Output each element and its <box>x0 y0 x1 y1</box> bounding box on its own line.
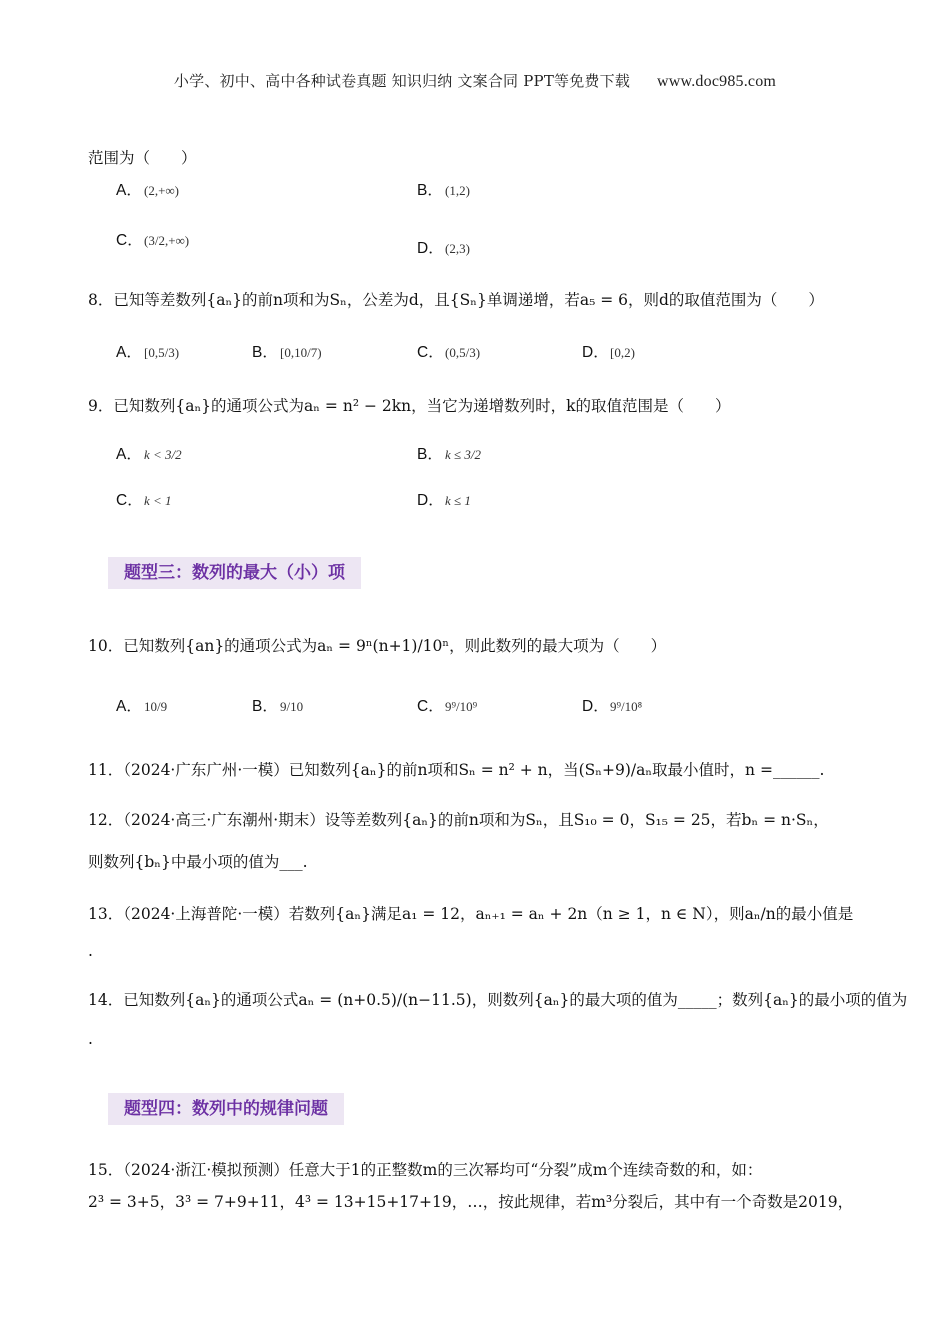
q7-option-c-value: (3/2,+∞) <box>144 233 190 248</box>
q10-option-d: D．9⁹/10⁸ <box>582 698 643 715</box>
q8-option-b: B． [0,10/7) <box>252 344 322 361</box>
page-header <box>0 70 950 91</box>
q10-option-b: B． 9/10 <box>252 698 304 715</box>
q9-stem: 9．已知数列{aₙ}的通项公式为aₙ = n² − 2kn，当它为递增数列时，k的取值范围是（ ） <box>88 397 731 415</box>
q14-text: 已知数列{aₙ}的通项公式aₙ = (n+0.5)/(n−11.5)，则数列{aₙ}的最大项的值为_____；数列{aₙ}的最小项的值为 <box>123 991 908 1009</box>
q11-stem: 11．（2024·广东广州·一模）已知数列{aₙ}的前n项和Sₙ = n² + n，当(Sₙ+9)/aₙ取最小值时，n =______. <box>88 761 825 779</box>
section-heading-4: 题型四：数列中的规律问题 <box>108 1093 344 1125</box>
q13-text: （2024·上海普陀·一模）若数列{aₙ}满足a₁ = 12，aₙ₊₁ = aₙ + 2n（n ≥ 1，n ∈ N），则aₙ/n的最小值是 <box>123 905 854 923</box>
q13-stem: 13．（2024·上海普陀·一模）若数列{aₙ}满足a₁ = 12，aₙ₊₁ = aₙ + 2n（n ≥ 1，n ∈ N），则aₙ/n的最小值是 <box>88 905 854 923</box>
q7-option-b: B． (1,2) <box>417 182 470 199</box>
q8-option-a: A． [0,5/3) <box>116 344 180 361</box>
header-text: 小学、初中、高中各种试卷真题 知识归纳 文案合同 PPT等免费下载 <box>173 72 631 90</box>
q7-option-b-value: (1,2) <box>445 183 470 198</box>
q9-option-d: D．k ≤ 1 <box>417 492 471 509</box>
q8-option-d: D．[0,2) <box>582 344 635 361</box>
q9-option-a: A． k < 3/2 <box>116 446 182 463</box>
q7-option-a: A． (2,+∞) <box>116 182 180 199</box>
q15-stem-line1: 15．（2024·浙江·模拟预测）任意大于1的正整数m的三次幂均可“分裂”成m个连续奇数的和，如： <box>88 1161 763 1179</box>
q12-text-1: （2024·高三·广东潮州·期末）设等差数列{aₙ}的前n项和为Sₙ，且S₁₀ = 0，S₁₅ = 25，若bₙ = n·Sₙ， <box>123 811 829 829</box>
header-site: www.doc985.com <box>657 73 777 90</box>
q8-stem: 8．已知等差数列{aₙ}的前n项和为Sₙ，公差为d，且{Sₙ}单调递增，若a₅ = 6，则d的取值范围为（ ） <box>88 291 824 309</box>
q7-option-d-value: (2,3) <box>445 241 470 256</box>
q7-option-c: C．(3/2,+∞) <box>116 232 190 249</box>
q12-stem-line1: 12．（2024·高三·广东潮州·期末）设等差数列{aₙ}的前n项和为Sₙ，且S₁₀ = 0，S₁₅ = 25，若bₙ = n·Sₙ， <box>88 811 829 829</box>
q15-text-1: （2024·浙江·模拟预测）任意大于1的正整数m的三次幂均可“分裂”成m个连续奇数的和，如： <box>123 1161 763 1179</box>
q8-option-c: C．(0,5/3) <box>417 344 481 361</box>
q7-option-a-value: (2,+∞) <box>144 183 180 198</box>
q14-continuation: . <box>88 1030 93 1048</box>
section-heading-3: 题型三：数列的最大（小）项 <box>108 557 361 589</box>
q7-option-d: D．(2,3) <box>417 240 470 257</box>
q10-stem: 10．已知数列{an}的通项公式为aₙ = 9ⁿ(n+1)/10ⁿ，则此数列的最大项为（ ） <box>88 637 667 655</box>
q7-tail: 范围为（ ） <box>88 149 197 167</box>
q13-continuation: . <box>88 942 93 960</box>
q10-option-a: A． 10/9 <box>116 698 168 715</box>
q11-text: （2024·广东广州·一模）已知数列{aₙ}的前n项和Sₙ = n² + n，当(Sₙ+9)/aₙ取最小值时，n =______. <box>123 761 825 779</box>
q12-stem-line2: 则数列{bₙ}中最小项的值为___. <box>88 853 308 871</box>
q10-option-c: C．9⁹/10⁹ <box>417 698 478 715</box>
q9-text: 已知数列{aₙ}的通项公式为aₙ = n² − 2kn，当它为递增数列时，k的取值范围是（ ） <box>113 397 731 415</box>
q15-stem-line2: 2³ = 3+5，3³ = 7+9+11，4³ = 13+15+17+19，…，按此规律，若m³分裂后，其中有一个奇数是2019， <box>88 1193 854 1211</box>
q9-option-b: B． k ≤ 3/2 <box>417 446 482 463</box>
q14-stem: 14．已知数列{aₙ}的通项公式aₙ = (n+0.5)/(n−11.5)，则数列{aₙ}的最大项的值为_____；数列{aₙ}的最小项的值为 <box>88 991 908 1009</box>
q10-text: 已知数列{an}的通项公式为aₙ = 9ⁿ(n+1)/10ⁿ，则此数列的最大项为（ ） <box>123 637 667 655</box>
q9-option-c: C．k < 1 <box>116 492 172 509</box>
q8-text: 已知等差数列{aₙ}的前n项和为Sₙ，公差为d，且{Sₙ}单调递增，若a₅ = 6，则d的取值范围为（ ） <box>113 291 824 309</box>
